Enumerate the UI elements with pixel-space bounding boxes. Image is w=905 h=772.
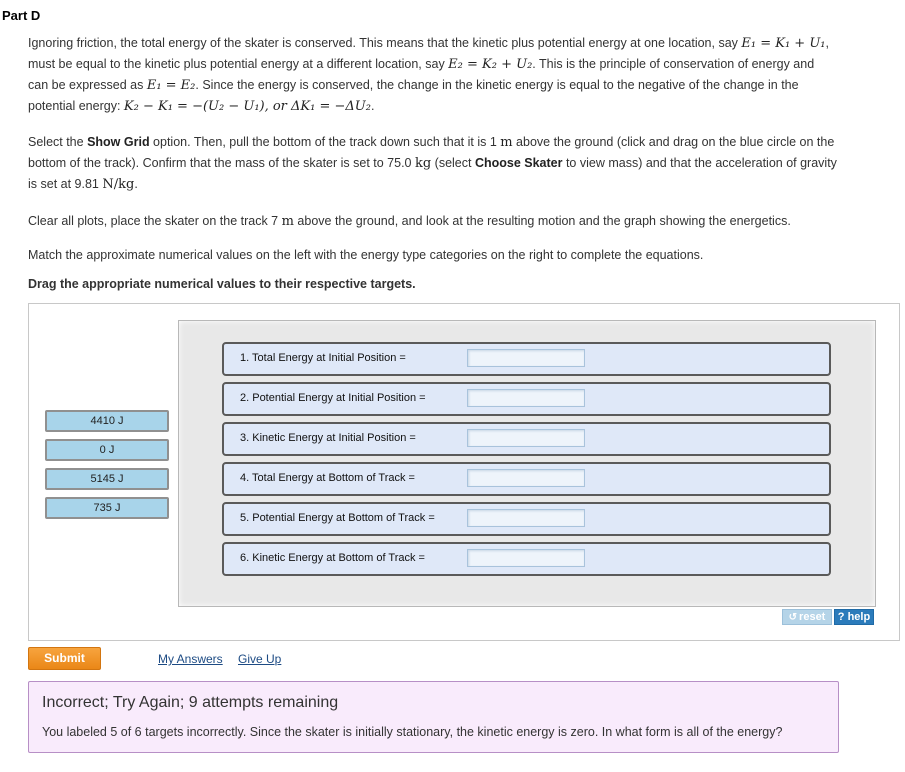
- help-button[interactable]: ? help: [834, 609, 874, 625]
- value-chip-4410[interactable]: 4410 J: [45, 410, 169, 432]
- equation: E₂ = K₂ + U₂: [448, 57, 533, 72]
- target-row-3: [222, 422, 831, 456]
- target-row-2: [222, 382, 831, 416]
- text: Clear all plots, place the skater on the track 7: [28, 214, 282, 228]
- my-answers-link[interactable]: My Answers: [158, 652, 223, 666]
- drop-target-4[interactable]: [467, 469, 585, 487]
- drop-target-2[interactable]: [467, 389, 585, 407]
- text: can be expressed as: [28, 78, 147, 92]
- reset-button[interactable]: [782, 609, 832, 625]
- equation: E₁ = K₁ + U₁: [741, 36, 826, 51]
- drop-target-6[interactable]: [467, 549, 585, 567]
- text: (select: [431, 156, 475, 170]
- equation: E₁ = E₂: [146, 78, 196, 93]
- unit: m: [281, 214, 294, 229]
- target-label: 2. Potential Energy at Initial Position =: [240, 392, 426, 404]
- target-label: 5. Potential Energy at Bottom of Track =: [240, 512, 435, 524]
- text: bottom of the track). Confirm that the mass of the skater is set to 75.0: [28, 156, 415, 170]
- show-grid-keyword: Show Grid: [87, 135, 150, 149]
- part-title: Part D: [2, 8, 41, 23]
- feedback-message: You labeled 5 of 6 targets incorrectly. Since the skater is initially stationary, the kinetic energy is zero. In what form is all of the energy?: [42, 725, 783, 739]
- choose-skater-keyword: Choose Skater: [474, 156, 563, 170]
- target-label: 4. Total Energy at Bottom of Track =: [240, 472, 415, 484]
- target-row-6: [222, 542, 831, 576]
- target-row-5: [222, 502, 831, 536]
- unit: N/kg: [102, 177, 135, 192]
- equation: K₂ − K₁ = −(U₂ − U₁), or ΔK₁ = −ΔU₂: [123, 99, 371, 114]
- text: ,: [825, 36, 829, 50]
- drop-target-5[interactable]: [467, 509, 585, 527]
- target-row-1: [222, 342, 831, 376]
- value-chip-0[interactable]: 0 J: [45, 439, 169, 461]
- text: . Since the energy is conserved, the change in the kinetic energy is equal to the negative of the change in the: [195, 78, 799, 92]
- text: .: [134, 177, 138, 191]
- text: is set at 9.81: [28, 177, 103, 191]
- intro-paragraph: [28, 33, 878, 117]
- instructions-paragraph: [28, 132, 878, 195]
- unit: kg: [414, 156, 432, 171]
- drag-instructions: Drag the appropriate numerical values to their respective targets.: [28, 277, 416, 291]
- target-label: 1. Total Energy at Initial Position =: [240, 352, 406, 364]
- setup-paragraph: [28, 211, 878, 232]
- unit: m: [500, 135, 513, 150]
- drop-target-3[interactable]: [467, 429, 585, 447]
- target-row-4: [222, 462, 831, 496]
- target-label: 6. Kinetic Energy at Bottom of Track =: [240, 552, 425, 564]
- reset-label: reset: [799, 611, 826, 623]
- feedback-box: [28, 681, 839, 753]
- text: to view mass) and that the acceleration of gravity: [562, 156, 837, 170]
- value-chip-735[interactable]: 735 J: [45, 497, 169, 519]
- drop-target-1[interactable]: [467, 349, 585, 367]
- text: .: [370, 99, 375, 113]
- value-chip-5145[interactable]: 5145 J: [45, 468, 169, 490]
- text: option. Then, pull the bottom of the track down such that it is 1: [149, 135, 501, 149]
- text: must be equal to the kinetic plus potential energy at a different location, say: [28, 57, 449, 71]
- target-label: 3. Kinetic Energy at Initial Position =: [240, 432, 416, 444]
- text: Select the: [28, 135, 88, 149]
- text: potential energy:: [28, 99, 124, 113]
- feedback-title: Incorrect; Try Again; 9 attempts remaining: [42, 694, 339, 711]
- text: above the ground, and look at the resulting motion and the graph showing the energetics.: [293, 214, 791, 228]
- give-up-link[interactable]: Give Up: [238, 652, 282, 666]
- text: Ignoring friction, the total energy of the skater is conserved. This means that the kinetic plus potential energy at one location, say: [28, 36, 742, 50]
- text: . This is the principle of conservation of energy and: [532, 57, 815, 71]
- reset-icon: ↺: [788, 612, 798, 623]
- text: above the ground (click and drag on the blue circle on the: [512, 135, 835, 149]
- match-instructions: Match the approximate numerical values on the left with the energy type categories on the right to complete the equations.: [28, 248, 704, 262]
- submit-button[interactable]: Submit: [28, 647, 101, 670]
